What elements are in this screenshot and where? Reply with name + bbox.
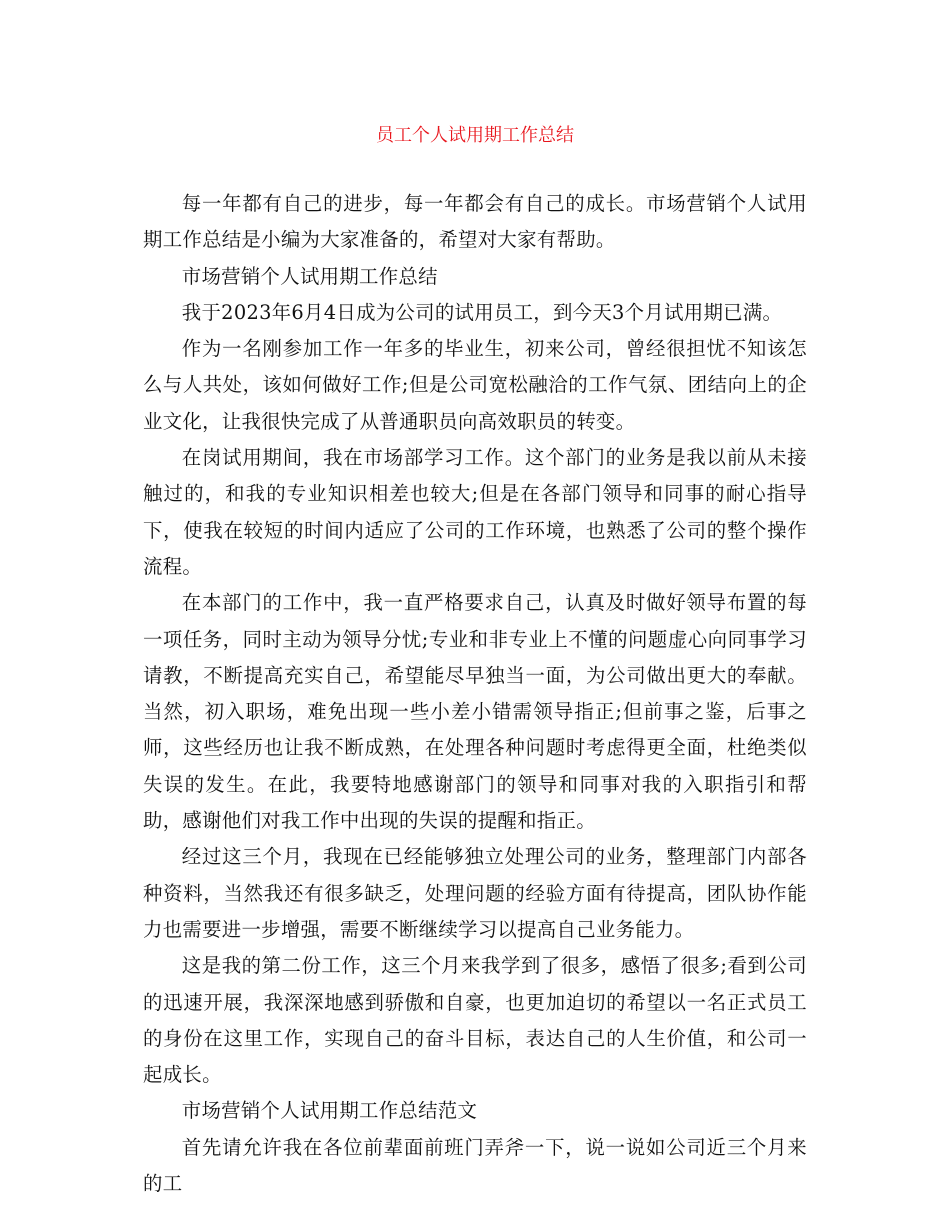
paragraph: 经过这三个月，我现在已经能够独立处理公司的业务，整理部门内部各种资料，当然我还有很多缺乏，处理问题的经验方面有待提高，团队协作能力也需要进一步增强，需要不断继续学习以提高自己业务能力。 [143,845,807,941]
paragraph: 这是我的第二份工作，这三个月来我学到了很多，感悟了很多;看到公司的迅速开展，我深深地感到骄傲和自豪，也更加迫切的希望以一名正式员工的身份在这里工作，实现自己的奋斗目标，表达自己的人生价值，和公司一起成长。 [143,954,807,1087]
section-heading: 市场营销个人试用期工作总结范文 [181,1099,478,1123]
paragraph: 在岗试用期间，我在市场部学习工作。这个部门的业务是我以前从未接触过的，和我的专业知识相差也较大;但是在各部门领导和同事的耐心指导下，使我在较短的时间内适应了公司的工作环境，也熟悉了公司的整个操作流程。 [143,446,807,578]
section-heading: 市场营销个人试用期工作总结 [181,264,438,288]
document-body [143,160,807,1202]
paragraph: 在本部门的工作中，我一直严格要求自己，认真及时做好领导布置的每一项任务，同时主动为领导分忧;专业和非专业上不懂的问题虚心向同事学习请教，不断提高充实自己，希望能尽早独当一面，为公司做出更大的奉献。当然，初入职场，难免出现一些小差小错需领导指正;但前事之鉴，后事之师，这些经历也让我不断成熟，在处理各种问题时考虑得更全面，杜绝类似失误的发生。在此，我要特地感谢部门的领导和同事对我的入职指引和帮助，感谢他们对我工作中出现的失误的提醒和指正。 [143,591,807,833]
document-title: 员工个人试用期工作总结 [376,125,574,146]
paragraph: 作为一名刚参加工作一年多的毕业生，初来公司，曾经很担忧不知该怎么与人共处，该如何做好工作;但是公司宽松融洽的工作气氛、团结向上的企业文化，让我很快完成了从普通职员向高效职员的转变。 [143,337,807,433]
paragraph: 首先请允许我在各位前辈面前班门弄斧一下，说一说如公司近三个月来的工 [143,1135,807,1196]
paragraph-intro: 每一年都有自己的进步，每一年都会有自己的成长。市场营销个人试用期工作总结是小编为大家准备的，希望对大家有帮助。 [143,192,807,252]
paragraph: 我于2023年6月4日成为公司的试用员工，到今天3个月试用期已满。 [181,300,783,324]
